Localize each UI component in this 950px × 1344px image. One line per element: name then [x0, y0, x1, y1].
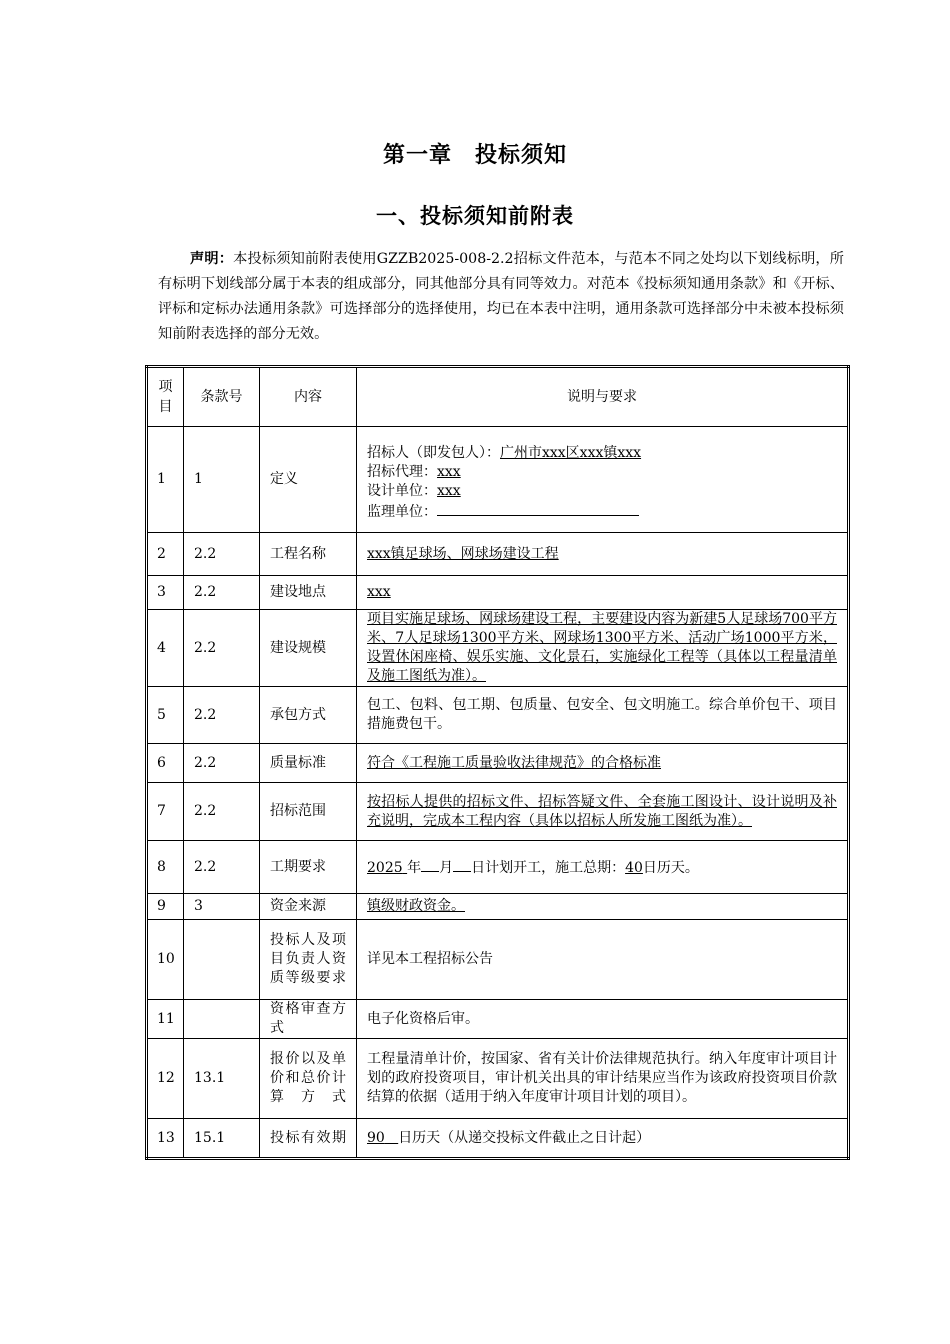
row-desc: 工程量清单计价，按国家、省有关计价法律规范执行。纳入年度审计项目计划的政府投资项目，审计机关出具的审计结果应当作为该政府投资项目价款结算的依据（适用于纳入年度审计项目计划的项目）。	[357, 1039, 849, 1119]
row-content: 招标范围	[260, 783, 357, 841]
row-content: 工程名称	[260, 533, 357, 576]
row-desc: 镇级财政资金。	[357, 894, 849, 920]
table-row	[147, 687, 849, 744]
row-clause: 2.2	[184, 783, 260, 841]
row-desc: 按招标人提供的招标文件、招标答疑文件、全套施工图设计、设计说明及补充说明，完成本工程内容（具体以招标人所发施工图纸为准）。	[357, 783, 849, 841]
row-content: 报价以及单价和总价计算方式	[260, 1039, 357, 1119]
header-item: 项目	[147, 367, 184, 427]
row-desc: 符合《工程施工质量验收法律规范》的合格标准	[357, 744, 849, 783]
row-clause	[184, 920, 260, 1000]
table-row	[147, 894, 849, 920]
row-content: 承包方式	[260, 687, 357, 744]
row-clause: 15.1	[184, 1119, 260, 1159]
table-row	[147, 920, 849, 1000]
row-number: 10	[147, 920, 184, 1000]
row-clause	[184, 1000, 260, 1039]
row-clause: 2.2	[184, 576, 260, 610]
row-content: 建设地点	[260, 576, 357, 610]
row-desc: 招标人（即发包人）：广州市xxx区xxx镇xxx 招标代理：xxx 设计单位：xxx 监理单位：	[357, 427, 849, 533]
row-number: 5	[147, 687, 184, 744]
day-blank	[453, 857, 471, 872]
row-desc: 项目实施足球场、网球场建设工程，主要建设内容为新建5人足球场700平方米、7人足球场1300平方米、网球场1300平方米、活动广场1000平方米，设置休闲座椅、娱乐实施、文化景石，实施绿化工程等（具体以工程量清单及施工图纸为准）。	[357, 610, 849, 687]
row-clause: 1	[184, 427, 260, 533]
row-number: 6	[147, 744, 184, 783]
row-clause: 2.2	[184, 687, 260, 744]
table-row	[147, 1000, 849, 1039]
row-desc: 2025 年 月 日计划开工，施工总期：40日历天。	[357, 841, 849, 894]
row-clause: 2.2	[184, 533, 260, 576]
supervisor-blank	[437, 501, 639, 516]
month-blank	[421, 857, 439, 872]
table-row	[147, 1039, 849, 1119]
row-number: 11	[147, 1000, 184, 1039]
row-number: 3	[147, 576, 184, 610]
row-number: 1	[147, 427, 184, 533]
header-content: 内容	[260, 367, 357, 427]
row-desc: 包工、包料、包工期、包质量、包安全、包文明施工。综合单价包干、项目措施费包干。	[357, 687, 849, 744]
table-row	[147, 1119, 849, 1159]
table-row	[147, 841, 849, 894]
table-row	[147, 576, 849, 610]
row-content: 工期要求	[260, 841, 357, 894]
row-clause: 2.2	[184, 744, 260, 783]
row-clause: 2.2	[184, 841, 260, 894]
header-clause: 条款号	[184, 367, 260, 427]
header-desc: 说明与要求	[357, 367, 849, 427]
statement-paragraph	[158, 247, 844, 347]
row-number: 4	[147, 610, 184, 687]
row-content: 资金来源	[260, 894, 357, 920]
row-clause: 3	[184, 894, 260, 920]
table-row	[147, 744, 849, 783]
section-title: 一、投标须知前附表	[376, 204, 574, 228]
row-content: 质量标准	[260, 744, 357, 783]
row-clause: 2.2	[184, 610, 260, 687]
statement-label: 声明：	[190, 251, 234, 267]
row-desc: xxx镇足球场、网球场建设工程	[357, 533, 849, 576]
row-content: 建设规模	[260, 610, 357, 687]
row-content: 投标有效期	[260, 1119, 357, 1159]
row-desc: 电子化资格后审。	[357, 1000, 849, 1039]
table-row	[147, 783, 849, 841]
row-number: 2	[147, 533, 184, 576]
row-desc: 详见本工程招标公告	[357, 920, 849, 1000]
row-desc: 90 日历天（从递交投标文件截止之日计起）	[357, 1119, 849, 1159]
row-number: 13	[147, 1119, 184, 1159]
table-row	[147, 427, 849, 533]
row-number: 7	[147, 783, 184, 841]
row-content: 投标人及项目负责人资质等级要求	[260, 920, 357, 1000]
row-clause: 13.1	[184, 1039, 260, 1119]
chapter-title: 第一章 投标须知	[382, 143, 567, 168]
row-number: 8	[147, 841, 184, 894]
row-content: 定义	[260, 427, 357, 533]
table-row	[147, 533, 849, 576]
statement-text: 本投标须知前附表使用GZZB2025-008-2.2招标文件范本，与范本不同之处均以下划线标明，所有标明下划线部分属于本表的组成部分，同其他部分具有同等效力。对范本《投标须知通用条款》和《开标、评标和定标办法通用条款》可选择部分的选择使用，均已在本表中注明，通用条款可选择部分中未被本投标须知前附表选择的部分无效。	[158, 251, 844, 342]
row-number: 9	[147, 894, 184, 920]
table-row	[147, 610, 849, 687]
bid-notice-table	[145, 365, 850, 1160]
row-number: 12	[147, 1039, 184, 1119]
table-header-row	[147, 367, 849, 427]
row-content: 资格审查方式	[260, 1000, 357, 1039]
row-desc: xxx	[357, 576, 849, 610]
